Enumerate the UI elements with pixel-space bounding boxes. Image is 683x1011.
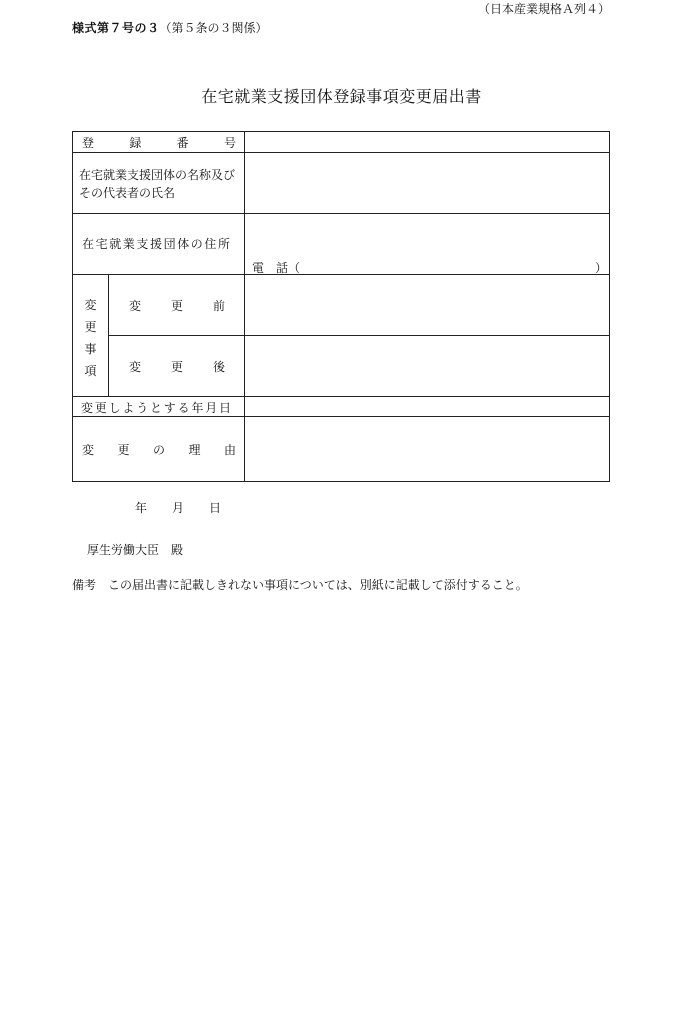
label-char: 由	[223, 443, 236, 457]
form-number	[72, 19, 268, 36]
group-name-label	[79, 166, 244, 202]
after-change-field[interactable]	[245, 336, 610, 396]
change-items-label	[73, 294, 108, 382]
label-char: 番	[176, 136, 189, 150]
change-reason-label	[82, 441, 236, 458]
group-name-label-line2: その代表者の氏名	[79, 186, 176, 200]
label-char: 事	[84, 342, 97, 356]
label-char: 更	[117, 443, 130, 457]
group-name-label-line1: 在宅就業支援団体の名称及び	[79, 168, 236, 182]
before-change-label	[129, 297, 225, 314]
registration-number-field[interactable]	[245, 132, 610, 152]
label-char: 項	[84, 364, 97, 378]
label-char: 後	[212, 360, 225, 374]
after-change-label	[129, 358, 225, 375]
phone-close-paren: ）	[595, 261, 608, 275]
label-char: 登	[82, 136, 95, 150]
change-date-field[interactable]	[245, 397, 610, 416]
phone-field[interactable]	[309, 256, 594, 274]
notification-form-table	[72, 131, 610, 482]
label-char: 録	[129, 136, 142, 150]
change-date-label: 変更しようとする年月日	[81, 401, 233, 415]
form-number-bold: 様式第７号の３	[72, 21, 160, 35]
label-char: 変	[84, 298, 97, 312]
remarks-note: 備考 この届出書に記載しきれない事項については、別紙に記載して添付すること。	[72, 578, 528, 592]
label-char: 更	[170, 299, 183, 313]
label-char: 前	[212, 299, 225, 313]
registration-number-label	[82, 134, 236, 151]
label-char: 更	[84, 320, 97, 334]
before-change-field[interactable]	[245, 275, 610, 335]
document-title: 在宅就業支援団体登録事項変更届出書	[201, 87, 482, 106]
day-char: 日	[208, 501, 221, 515]
change-reason-field[interactable]	[245, 417, 610, 482]
group-address-label: 在宅就業支援団体の住所	[82, 237, 232, 251]
phone-label: 電 話（	[252, 261, 301, 275]
label-char: 変	[129, 360, 142, 374]
label-char: 号	[223, 136, 236, 150]
group-name-field[interactable]	[245, 153, 610, 213]
form-number-note: （第５条の３関係）	[159, 21, 268, 35]
year-char: 年	[135, 501, 148, 515]
label-char: 理	[188, 443, 201, 457]
label-char: 変	[82, 443, 95, 457]
label-char: の	[152, 443, 165, 457]
submission-date	[135, 499, 221, 516]
label-char: 更	[170, 360, 183, 374]
addressee: 厚生労働大臣 殿	[87, 543, 184, 557]
paper-standard-note: （日本産業規格Ａ列４）	[477, 2, 610, 16]
label-char: 変	[129, 299, 142, 313]
group-address-field[interactable]	[245, 214, 610, 254]
month-char: 月	[171, 501, 184, 515]
